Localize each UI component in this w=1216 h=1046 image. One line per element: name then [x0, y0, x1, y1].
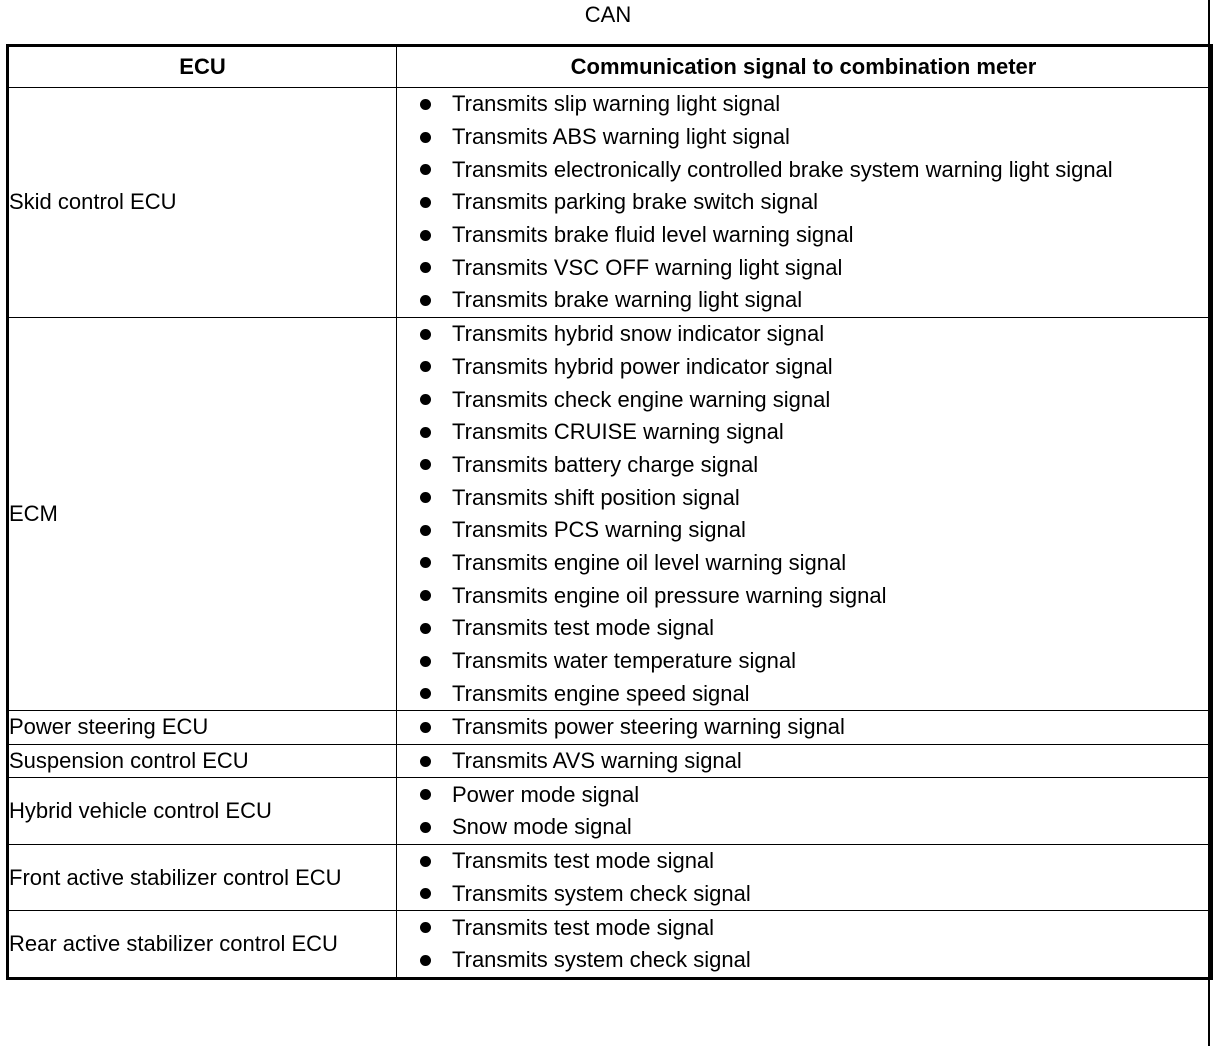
- signal-list: [397, 745, 1210, 778]
- ecu-name-cell: Skid control ECU: [8, 88, 397, 318]
- signal-list: [397, 318, 1210, 710]
- signal-list-item: [397, 121, 1210, 154]
- signal-text: Transmits brake warning light signal: [452, 287, 803, 313]
- signal-list: [397, 711, 1210, 744]
- signal-text: Transmits ABS warning light signal: [452, 124, 790, 150]
- signal-text: Transmits battery charge signal: [452, 451, 759, 477]
- signal-list-item: [397, 845, 1210, 878]
- signal-text: Transmits VSC OFF warning light signal: [452, 254, 843, 280]
- bullet-icon: [420, 688, 431, 699]
- signal-list-item: [397, 383, 1210, 416]
- bullet-icon: [420, 132, 431, 143]
- signal-text: Transmits engine speed signal: [452, 680, 750, 706]
- table-row: [8, 744, 1212, 778]
- signal-list-item: [397, 579, 1210, 612]
- signal-list-item: [397, 251, 1210, 284]
- signal-list-item: [397, 778, 1210, 811]
- ecu-signal-table: [6, 44, 1213, 980]
- signal-list: [397, 911, 1210, 976]
- signal-list-cell: [397, 911, 1212, 978]
- ecu-name-cell: Front active stabilizer control ECU: [8, 844, 397, 910]
- bullet-icon: [420, 656, 431, 667]
- bullet-icon: [420, 99, 431, 110]
- signal-list-item: [397, 449, 1210, 482]
- ecu-name-cell: ECM: [8, 317, 397, 710]
- signal-text: Transmits system check signal: [452, 947, 751, 973]
- signal-list-item: [397, 88, 1210, 121]
- signal-text: Snow mode signal: [452, 814, 632, 840]
- signal-list-cell: [397, 711, 1212, 745]
- signal-text: Transmits test mode signal: [452, 914, 715, 940]
- signal-text: Transmits engine oil level warning signal: [452, 549, 847, 575]
- signal-text: Transmits test mode signal: [452, 848, 715, 874]
- bullet-icon: [420, 888, 431, 899]
- table-row: [8, 88, 1212, 318]
- bullet-icon: [420, 955, 431, 966]
- bullet-icon: [420, 756, 431, 767]
- bullet-icon: [420, 295, 431, 306]
- signal-list-item: [397, 153, 1210, 186]
- signal-list-cell: [397, 744, 1212, 778]
- signal-text: Transmits system check signal: [452, 880, 751, 906]
- bullet-icon: [420, 164, 431, 175]
- bullet-icon: [420, 922, 431, 933]
- bullet-icon: [420, 329, 431, 340]
- bullet-icon: [420, 492, 431, 503]
- header-ecu: ECU: [8, 46, 397, 88]
- bullet-icon: [420, 394, 431, 405]
- signal-text: Transmits CRUISE warning signal: [452, 419, 784, 445]
- signal-text: Transmits PCS warning signal: [452, 517, 746, 543]
- signal-list-cell: [397, 317, 1212, 710]
- table-row: [8, 844, 1212, 910]
- signal-list-item: [397, 711, 1210, 744]
- signal-text: Transmits hybrid snow indicator signal: [452, 321, 825, 347]
- signal-list-cell: [397, 844, 1212, 910]
- bullet-icon: [420, 361, 431, 372]
- signal-list-item: [397, 677, 1210, 710]
- signal-list-item: [397, 514, 1210, 547]
- bullet-icon: [420, 262, 431, 273]
- bullet-icon: [420, 427, 431, 438]
- signal-list-item: [397, 811, 1210, 844]
- bullet-icon: [420, 197, 431, 208]
- ecu-name-cell: Suspension control ECU: [8, 744, 397, 778]
- signal-list-item: [397, 745, 1210, 778]
- signal-list-item: [397, 612, 1210, 645]
- signal-list-item: [397, 284, 1210, 317]
- bullet-icon: [420, 557, 431, 568]
- signal-list-item: [397, 547, 1210, 580]
- signal-text: Transmits hybrid power indicator signal: [452, 353, 833, 379]
- bullet-icon: [420, 856, 431, 867]
- signal-list-item: [397, 186, 1210, 219]
- bullet-icon: [420, 722, 431, 733]
- signal-list: [397, 778, 1210, 843]
- signal-text: Transmits shift position signal: [452, 484, 740, 510]
- signal-text: Transmits test mode signal: [452, 615, 715, 641]
- signal-text: Transmits check engine warning signal: [452, 386, 831, 412]
- signal-list: [397, 845, 1210, 910]
- signal-list-item: [397, 645, 1210, 678]
- signal-list-cell: [397, 88, 1212, 318]
- bullet-icon: [420, 230, 431, 241]
- signal-text: Transmits brake fluid level warning signal: [452, 222, 854, 248]
- table-row: [8, 911, 1212, 978]
- bullet-icon: [420, 822, 431, 833]
- signal-text: Transmits power steering warning signal: [452, 714, 845, 740]
- signal-list-item: [397, 481, 1210, 514]
- signal-text: Transmits AVS warning signal: [452, 748, 742, 774]
- signal-list-item: [397, 219, 1210, 252]
- signal-list-cell: [397, 778, 1212, 844]
- signal-list-item: [397, 351, 1210, 384]
- table-row: [8, 711, 1212, 745]
- signal-list-item: [397, 318, 1210, 351]
- table-row: [8, 317, 1212, 710]
- bullet-icon: [420, 623, 431, 634]
- signal-text: Power mode signal: [452, 781, 640, 807]
- table-caption: CAN: [584, 2, 632, 27]
- signal-list-item: [397, 416, 1210, 449]
- header-communication-signal: Communication signal to combination meter: [397, 46, 1212, 88]
- header-row: [8, 46, 1212, 88]
- signal-text: Transmits slip warning light signal: [452, 91, 781, 117]
- signal-text: Transmits parking brake switch signal: [452, 189, 818, 215]
- signal-list-item: [397, 878, 1210, 911]
- signal-list-item: [397, 911, 1210, 944]
- ecu-name-cell: Power steering ECU: [8, 711, 397, 745]
- bullet-icon: [420, 590, 431, 601]
- signal-list: [397, 88, 1210, 317]
- bullet-icon: [420, 525, 431, 536]
- signal-text: Transmits electronically controlled brake system warning light signal: [452, 156, 1113, 182]
- bullet-icon: [420, 789, 431, 800]
- table-row: [8, 778, 1212, 844]
- signal-text: Transmits water temperature signal: [452, 648, 796, 674]
- bullet-icon: [420, 459, 431, 470]
- signal-text: Transmits engine oil pressure warning signal: [452, 582, 887, 608]
- ecu-name-cell: Hybrid vehicle control ECU: [8, 778, 397, 844]
- ecu-name-cell: Rear active stabilizer control ECU: [8, 911, 397, 978]
- table-body: [8, 88, 1212, 979]
- signal-list-item: [397, 944, 1210, 977]
